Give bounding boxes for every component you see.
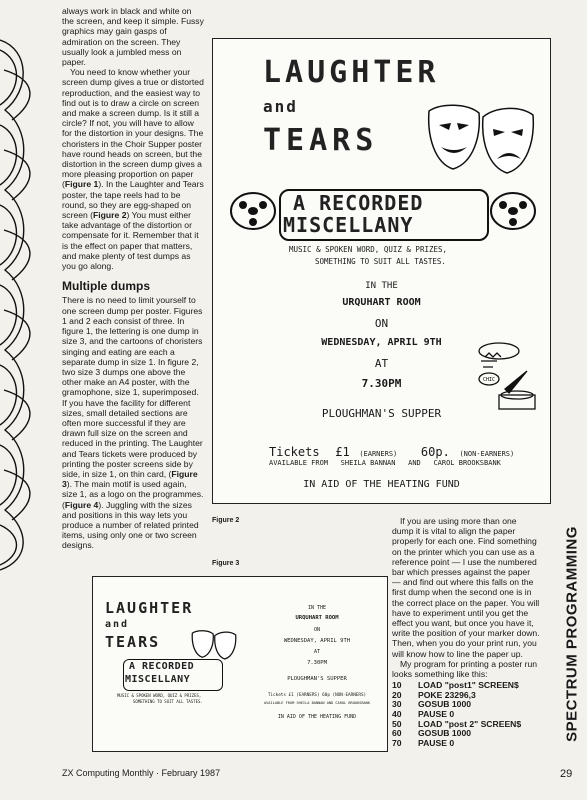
poster-on: ON — [374, 317, 389, 330]
ticket-subtitle-2: SOMETHING TO SUIT ALL TASTES. — [133, 699, 203, 704]
code-line-number: 30 — [392, 699, 402, 710]
ticket-supper: PLOUGHMAN'S SUPPER — [287, 676, 347, 682]
figure-2-caption: Figure 2 — [212, 517, 240, 524]
figure-2-poster — [212, 38, 551, 504]
code-line-text: GOSUB 1000 — [418, 728, 472, 739]
ticket-fund: IN AID OF THE HEATING FUND — [277, 714, 357, 720]
right-article-column — [392, 516, 540, 748]
code-listing — [392, 681, 540, 748]
ticket-room: URQUHART ROOM — [295, 615, 339, 621]
paragraph: You need to know whether your screen dump gives a true or distorted reproduction, and the easiest way to find out is to draw a circle on screen and make a screen dump. Is it still a circle? If not, you will have to allow for the distortion in your designs. The choristers in the Choir Supper poster have round heads on screen, but the distortion in the screen dump gives a more pleasing proportion on paper (Figure 1). In the Laughter and Tears poster, the tape reels had to be round, so they are egg-shaped on screen (Figure 2) You must either take advantage of the distortion or compensate for it. Remember that it is the effect on paper that matters, and make plenty of test dumps as you go along. — [62, 67, 204, 272]
ticket-date: WEDNESDAY, APRIL 9TH — [283, 638, 351, 644]
poster-available-line: AVAILABLE FROM SHEILA BANNAN AND CAROL BROOKSBANK — [269, 459, 501, 467]
price-earners: £1 — [335, 445, 350, 459]
poster-in-the: IN THE — [365, 281, 398, 291]
code-line-number: 20 — [392, 689, 402, 700]
code-line-text: LOAD "post 2" SCREEN$ — [418, 718, 522, 729]
poster-date: WEDNESDAY, APRIL 9TH — [321, 337, 442, 348]
tape-reel-icon — [229, 191, 277, 231]
ticket-in-the: IN THE — [307, 605, 327, 611]
code-line — [392, 739, 540, 749]
paragraph: always work in black and white on the screen, and keep it simple. Fussy graphics may gain gasps of admiration on the screen. They usually look a jumbled mess on paper. — [62, 6, 204, 68]
poster-supper: PLOUGHMAN'S SUPPER — [321, 407, 442, 420]
code-line — [392, 729, 540, 739]
figure-3-ticket — [92, 576, 388, 752]
poster-tickets-line — [269, 441, 514, 460]
section-sidebar — [561, 505, 583, 763]
tickets-label: Tickets — [269, 445, 320, 459]
paragraph: There is no need to limit yourself to one screen dump per poster. Figures 1 and 2 each consist of three. In figure 1, the lettering is one dump in size 3, and the cartoons of choristers singing and eating are each a separate dump in size 1. In figure 2, two size 3 dumps one above the other make an A4 poster, with the gramophone, size 1, superimposed. If you have the facility for different sizes, small detailed sections are often more successful if they are drawn full size on the screen and reduced in the printing. The Laughter and Tears tickets were produced by printing the poster screens side by side, in size 1, on thin card, (Figure 3). The main motif is used again, size 1, as a logo on the programmes. (Figure 4). Juggling with the sizes and positions in this way lets you produce a number of related printed items, using only one or two screen designs. — [62, 295, 204, 551]
ticket-on: ON — [313, 627, 321, 633]
poster-title-and: and — [263, 97, 298, 116]
theatre-masks-illustration — [189, 627, 239, 661]
ticket-title-tears: TEARS — [105, 633, 161, 651]
section-heading: Multiple dumps — [62, 279, 150, 294]
code-line-number: 70 — [392, 737, 402, 748]
paragraph: My program for printing a poster run looks something like this: — [392, 658, 538, 680]
theatre-masks-illustration — [421, 97, 541, 177]
poster-at: AT — [374, 357, 389, 370]
poster-fund: IN AID OF THE HEATING FUND — [303, 479, 460, 490]
code-line-text: PAUSE 0 — [418, 737, 455, 748]
code-line-text: LOAD "post1" SCREEN$ — [418, 680, 519, 691]
poster-subtitle-1: MUSIC & SPOKEN WORD, QUIZ & PRIZES, — [289, 245, 448, 254]
paragraph: If you are using more than one dump it is vital to align the paper properly for each one. Find something on the printer which you can use as a reference point — I use the numbered bar which presses against the paper — and find out where this falls on the first dump when the second one is in the correct place on the paper. You will have to experiment until you get the effect you want, but once you have it, write the position of your marker down. Then, when you do your print run, you will know how to line the paper up. — [392, 516, 540, 659]
footer-publication: ZX Computing Monthly · February 1987 — [62, 768, 221, 778]
code-line-number: 10 — [392, 680, 402, 691]
ticket-time: 7.30PM — [307, 660, 327, 666]
ticket-title-laughter: LAUGHTER — [105, 599, 194, 617]
poster-title-tears: TEARS — [263, 123, 379, 158]
code-line — [392, 700, 540, 710]
figure-3-caption: Figure 3 — [212, 560, 240, 567]
ticket-banner-line-2: MISCELLANY — [125, 674, 191, 685]
tape-reel-icon — [489, 191, 537, 231]
ticket-subtitle-1: MUSIC & SPOKEN WORD, QUIZ & PRIZES, — [117, 693, 202, 698]
page-number: 29 — [560, 768, 573, 780]
price-non-earners-note: (NON-EARNERS) — [459, 450, 515, 458]
code-line-number: 60 — [392, 728, 402, 739]
banner-line-2: MISCELLANY — [283, 213, 414, 237]
gramophone-illustration — [475, 341, 541, 413]
decorative-swirl-border — [0, 30, 42, 575]
price-earners-note: (EARNERS) — [359, 450, 398, 458]
poster-time: 7.30PM — [361, 377, 402, 390]
svg-text:CHIC: CHIC — [483, 377, 496, 383]
left-article-column — [62, 6, 204, 551]
ticket-tickets-line: Tickets £1 (EARNERS) 60p (NON-EARNERS) — [267, 693, 367, 698]
code-line-text: POKE 23296,3 — [418, 689, 476, 700]
poster-room: URQUHART ROOM — [342, 297, 421, 308]
price-non-earners: 60p. — [420, 445, 450, 459]
ticket-at: AT — [313, 649, 321, 655]
ticket-banner-line-1: A RECORDED — [129, 661, 195, 672]
ticket-available-line: AVAILABLE FROM SHEILA BANNAN AND CAROL BROOKSBANK — [263, 701, 371, 705]
code-line-text: PAUSE 0 — [418, 709, 455, 720]
code-line-text: GOSUB 1000 — [418, 699, 472, 710]
code-line-number: 50 — [392, 718, 402, 729]
sidebar-label: SPECTRUM PROGRAMMING — [563, 526, 581, 742]
code-line-number: 40 — [392, 709, 402, 720]
banner-line-1: A RECORDED — [293, 191, 424, 215]
ticket-title-and: and — [105, 619, 130, 630]
poster-title-laughter: LAUGHTER — [263, 55, 440, 90]
poster-subtitle-2: SOMETHING TO SUIT ALL TASTES. — [315, 257, 446, 266]
